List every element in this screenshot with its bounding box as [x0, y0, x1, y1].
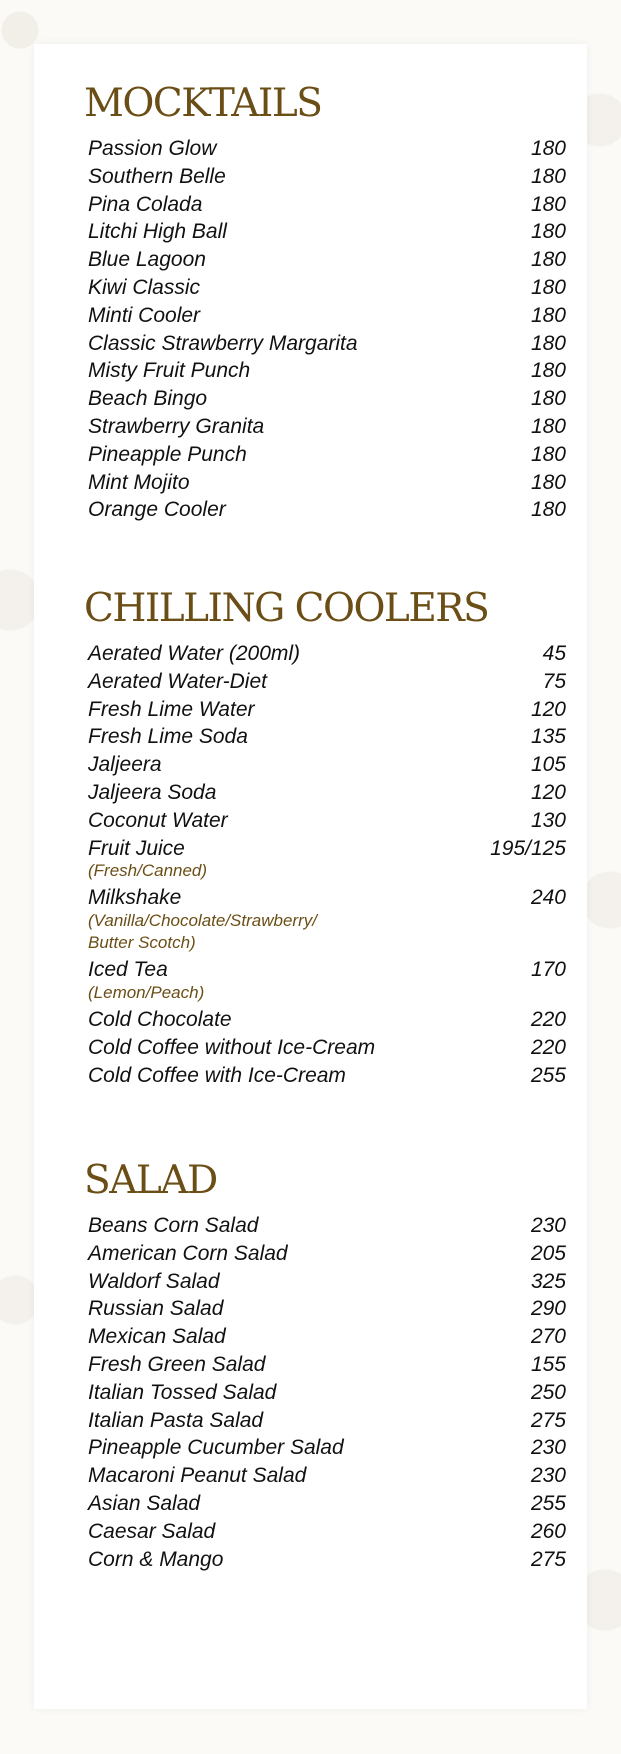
item-price: 180 [530, 303, 566, 327]
menu-item-row [88, 835, 566, 863]
menu-item [88, 1379, 566, 1407]
menu-item [88, 385, 566, 413]
menu-item-row [88, 1062, 566, 1090]
item-name: Aerated Water (200ml) [88, 642, 301, 665]
item-price: 220 [530, 1007, 566, 1031]
menu-item-row [88, 302, 566, 330]
item-price: 205 [530, 1241, 566, 1265]
item-price: 275 [530, 1547, 566, 1571]
item-name: Strawberry Granita [88, 414, 265, 438]
item-price: 255 [530, 1491, 566, 1515]
item-price: 180 [530, 248, 566, 272]
item-name: Russian Salad [88, 1297, 224, 1321]
menu-list [84, 1212, 566, 1573]
item-name: Fruit Juice [88, 836, 185, 860]
item-price: 230 [530, 1214, 566, 1237]
menu-item-row [88, 135, 566, 163]
menu-item [88, 496, 566, 524]
item-price: 240 [530, 886, 566, 910]
section-mocktails [84, 81, 566, 524]
menu-item-row [88, 779, 566, 807]
item-name: Cold Coffee without Ice-Cream [88, 1035, 376, 1059]
item-price: 180 [530, 498, 566, 522]
menu-item-row [88, 1351, 566, 1379]
menu-item-row [88, 330, 566, 358]
item-name: Pineapple Punch [88, 442, 247, 466]
item-name: Italian Tossed Salad [88, 1380, 277, 1404]
menu-item [88, 135, 566, 163]
item-name: Fresh Lime Soda [88, 725, 248, 749]
item-name: Jaljeera Soda [88, 780, 217, 804]
menu-item-row [88, 884, 566, 912]
item-price: 325 [530, 1269, 566, 1293]
item-name: Coconut Water [88, 808, 228, 832]
item-name: Cold Chocolate [88, 1007, 232, 1031]
item-price: 180 [530, 192, 566, 216]
menu-item [88, 1434, 566, 1462]
item-price: 270 [530, 1325, 566, 1349]
item-price: 180 [530, 220, 566, 244]
menu-item-row [88, 668, 566, 696]
item-name: Corn & Mango [88, 1547, 224, 1571]
menu-item [88, 884, 566, 954]
menu-item [88, 246, 566, 274]
item-name: Litchi High Ball [88, 220, 227, 244]
item-name: Kiwi Classic [88, 275, 201, 299]
item-price: 120 [530, 697, 566, 721]
menu-item [88, 696, 566, 724]
item-price: 180 [530, 470, 566, 494]
item-name: Cold Coffee with Ice-Cream [88, 1063, 346, 1087]
menu-item [88, 302, 566, 330]
menu-item [88, 723, 566, 751]
menu-item-row [88, 751, 566, 779]
menu-item-row [88, 274, 566, 302]
menu-item [88, 1490, 566, 1518]
menu-item-row [88, 246, 566, 274]
item-note: (Fresh/Canned) [88, 861, 208, 881]
menu-item [88, 751, 566, 779]
item-name: Southern Belle [88, 164, 226, 188]
item-name: Blue Lagoon [88, 248, 206, 272]
menu-item [88, 357, 566, 385]
menu-item [88, 835, 566, 883]
item-name: Passion Glow [88, 137, 217, 160]
menu-item [88, 469, 566, 497]
item-name: Pineapple Cucumber Salad [88, 1436, 344, 1460]
item-price: 255 [530, 1063, 566, 1087]
menu-item-row [88, 1462, 566, 1490]
item-price: 180 [530, 331, 566, 355]
section-chilling-coolers [84, 586, 566, 1089]
menu-item-row [88, 807, 566, 835]
menu-item [88, 413, 566, 441]
item-price: 135 [530, 725, 566, 749]
item-price: 170 [530, 958, 566, 982]
menu-item-row [88, 413, 566, 441]
item-name: Fresh Lime Water [88, 697, 255, 721]
item-name: Beans Corn Salad [88, 1214, 259, 1237]
item-name: Mexican Salad [88, 1325, 226, 1349]
menu-item [88, 1351, 566, 1379]
item-name: Iced Tea [88, 958, 168, 982]
menu-item-row [88, 1379, 566, 1407]
menu-item [88, 956, 566, 1004]
menu-item-row [88, 1434, 566, 1462]
menu-item-row [88, 1546, 566, 1574]
item-price: 180 [530, 137, 566, 160]
section-title: SALAD [84, 1158, 217, 1203]
section-title: CHILLING COOLERS [84, 586, 489, 631]
item-name: Misty Fruit Punch [88, 359, 251, 383]
section-title: MOCKTAILS [84, 81, 322, 126]
item-price: 180 [530, 387, 566, 411]
menu-item [88, 1518, 566, 1546]
menu-item-row [88, 357, 566, 385]
menu-item [88, 668, 566, 696]
menu-list [84, 135, 566, 524]
menu-item-row [88, 1407, 566, 1435]
menu-item [88, 779, 566, 807]
menu-item [88, 218, 566, 246]
item-price: 45 [542, 642, 566, 665]
item-name: Classic Strawberry Margarita [88, 331, 358, 355]
menu-item-row [88, 640, 566, 668]
menu-item-row [88, 1518, 566, 1546]
item-price: 230 [530, 1464, 566, 1488]
menu-item-row [88, 1268, 566, 1296]
item-name: Fresh Green Salad [88, 1352, 266, 1376]
item-price: 290 [530, 1297, 566, 1321]
item-price: 105 [530, 753, 566, 777]
item-price: 220 [530, 1035, 566, 1059]
item-price: 260 [530, 1519, 566, 1543]
item-price: 75 [542, 669, 566, 693]
item-price: 130 [530, 808, 566, 832]
menu-item [88, 330, 566, 358]
menu-item-row [88, 1212, 566, 1240]
menu-item-row [88, 441, 566, 469]
menu-item-row [88, 191, 566, 219]
menu-item-row [88, 385, 566, 413]
menu-item [88, 1295, 566, 1323]
item-price: 195/125 [490, 836, 566, 860]
item-name: Milkshake [88, 886, 182, 910]
item-note: (Vanilla/Chocolate/Strawberry/ Butter Scotch) [88, 911, 317, 953]
menu-list [84, 640, 566, 1089]
menu-item [88, 1546, 566, 1574]
menu-item-row [88, 696, 566, 724]
menu-card [34, 44, 587, 1709]
section-salad [84, 1158, 566, 1573]
item-name: Macaroni Peanut Salad [88, 1464, 307, 1488]
item-price: 250 [530, 1380, 566, 1404]
item-price: 180 [530, 164, 566, 188]
menu-item-row [88, 1006, 566, 1034]
menu-item-row [88, 1295, 566, 1323]
menu-item [88, 163, 566, 191]
item-name: American Corn Salad [88, 1241, 288, 1265]
menu-item-row [88, 218, 566, 246]
menu-item-row [88, 163, 566, 191]
item-price: 180 [530, 414, 566, 438]
menu-item [88, 1034, 566, 1062]
menu-item-row [88, 496, 566, 524]
item-price: 180 [530, 359, 566, 383]
menu-item [88, 274, 566, 302]
menu-item-row [88, 469, 566, 497]
menu-item [88, 1268, 566, 1296]
item-name: Mint Mojito [88, 470, 190, 494]
menu-item [88, 1212, 566, 1240]
item-price: 180 [530, 442, 566, 466]
menu-item-row [88, 1034, 566, 1062]
item-name: Asian Salad [88, 1491, 201, 1515]
item-price: 155 [530, 1352, 566, 1376]
item-price: 230 [530, 1436, 566, 1460]
item-name: Waldorf Salad [88, 1269, 220, 1293]
item-note: (Lemon/Peach) [88, 982, 205, 1002]
menu-item [88, 1240, 566, 1268]
item-name: Pina Colada [88, 192, 203, 216]
menu-item [88, 1323, 566, 1351]
item-name: Orange Cooler [88, 498, 226, 522]
menu-item-row [88, 1240, 566, 1268]
menu-item [88, 441, 566, 469]
menu-item [88, 1062, 566, 1090]
menu-item-row [88, 723, 566, 751]
menu-item [88, 1462, 566, 1490]
menu-item [88, 1006, 566, 1034]
item-name: Aerated Water-Diet [88, 669, 267, 693]
item-name: Beach Bingo [88, 387, 208, 411]
menu-item-row [88, 1323, 566, 1351]
menu-item [88, 191, 566, 219]
menu-item-row [88, 956, 566, 984]
item-name: Minti Cooler [88, 303, 201, 327]
menu-item-row [88, 1490, 566, 1518]
item-price: 275 [530, 1408, 566, 1432]
item-name: Caesar Salad [88, 1519, 216, 1543]
menu-item [88, 1407, 566, 1435]
menu-item [88, 807, 566, 835]
item-price: 120 [530, 780, 566, 804]
item-name: Italian Pasta Salad [88, 1408, 264, 1432]
menu-item [88, 640, 566, 668]
item-name: Jaljeera [88, 753, 162, 777]
item-price: 180 [530, 275, 566, 299]
